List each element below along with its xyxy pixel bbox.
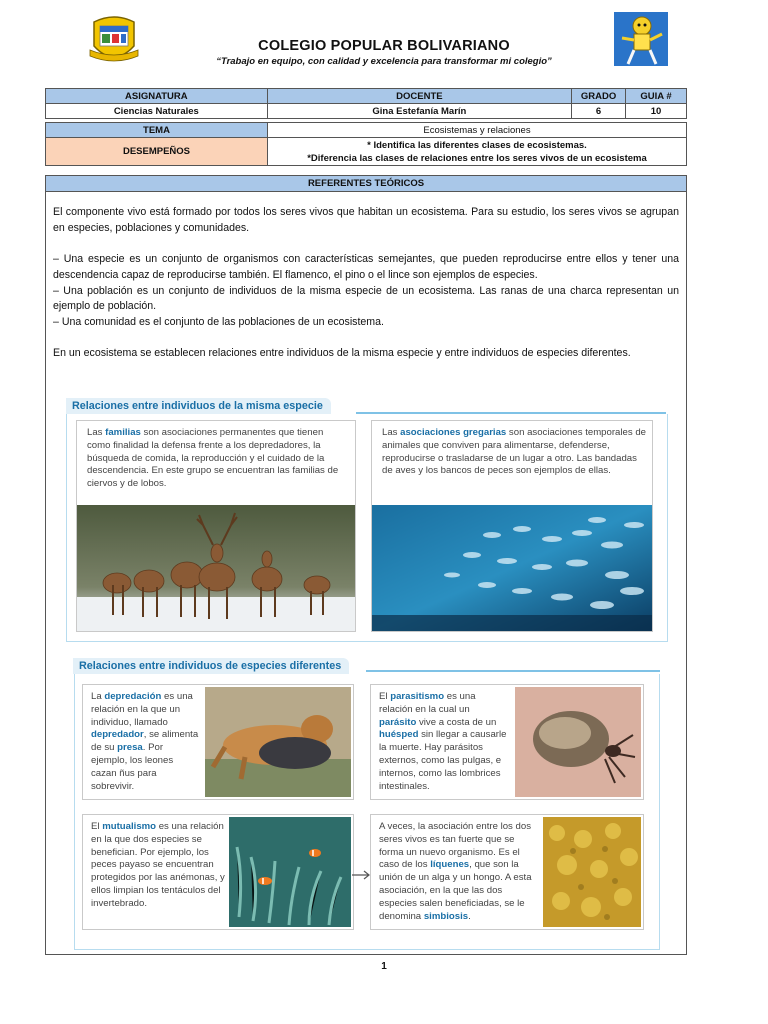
parasitism-text: El parasitismo es una relación en la cual un parásito vive a costa de un huésped sin llegar a causarle la muerte. Hay parásitos externos, como las pulgas, e internos, como las lombrices intestinales. bbox=[379, 691, 507, 792]
performance-label: DESEMPEÑOS bbox=[46, 138, 268, 166]
mutualism-text: El mutualismo es una relación en la que dos especies se benefician. Por ejemplo, los peces payaso se encuentran protegidos por las anémonas, y ellos limpian los tentáculos del invertebrado. bbox=[91, 821, 225, 909]
page-number: 1 bbox=[381, 961, 387, 972]
community-definition: – Una comunidad es el conjunto de las poblaciones de un ecosistema. bbox=[53, 316, 384, 329]
teacher-value: Gina Estefanía Marín bbox=[267, 104, 571, 119]
course-info-table bbox=[45, 88, 687, 119]
intro-paragraph: El componente vivo está formado por todos los seres vivos que habitan un ecosistema. Para su estudio, los seres vivos se agrupan en especies, poblaciones y comunidades. bbox=[53, 206, 679, 234]
different-species-section-title: Relaciones entre individuos de especies diferentes bbox=[73, 658, 349, 674]
gregarious-text: Las asociaciones gregarias son asociaciones temporales de animales que conviven para alimentarse, defenderse, reproducirse o trasladarse de un lugar a otro. Las bandadas de aves y los bancos de peces son ejemplos de ellas. bbox=[382, 427, 646, 477]
clownfish-anemone-photo bbox=[229, 817, 351, 927]
same-species-section-title: Relaciones entre individuos de la misma especie bbox=[66, 398, 331, 414]
families-text: Las familias son asociaciones permanentes que tienen como finalidad la defensa frente a los depredadores, la búsqueda de comida, la reproducción y el cuidado de la descendencia. En este grupo se encuentran las familias de ciervos y de lobos. bbox=[87, 427, 339, 490]
subject-header: ASIGNATURA bbox=[46, 89, 268, 104]
topic-value: Ecosistemas y relaciones bbox=[268, 123, 687, 138]
predation-card bbox=[82, 684, 354, 800]
subject-value: Ciencias Naturales bbox=[46, 104, 268, 119]
definitions-list bbox=[53, 252, 679, 331]
school-motto: “Trabajo en equipo, con calidad y excelencia para transformar mi colegio” bbox=[216, 56, 552, 67]
section-divider-2 bbox=[366, 670, 660, 672]
predation-text: La depredación es una relación en la que un individuo, llamado depredador, se alimenta de su presa. Por ejemplo, los leones cazan ñus para sobrevivir. bbox=[91, 691, 199, 792]
families-card bbox=[76, 420, 356, 632]
school-name: COLEGIO POPULAR BOLIVARIANO bbox=[258, 38, 510, 54]
guide-header: GUIA # bbox=[626, 89, 687, 104]
arrow-icon bbox=[352, 870, 372, 880]
species-definition: – Una especie es un conjunto de organismos con características semejantes, que pueden reproducirse entre ellos y tener una descendencia capaz de reproducirse también. El flamenco, el pino o el lince son ejemplos de especies. bbox=[53, 253, 679, 281]
topic-label: TEMA bbox=[46, 123, 268, 138]
symbiosis-card bbox=[370, 814, 644, 930]
theory-section bbox=[45, 175, 687, 955]
topic-table bbox=[45, 122, 687, 166]
tick-parasite-photo bbox=[515, 687, 641, 797]
performance-line-2: *Diferencia las clases de relaciones entre los seres vivos de un ecosistema bbox=[307, 152, 647, 164]
guide-value: 10 bbox=[626, 104, 687, 119]
mutualism-card bbox=[82, 814, 354, 930]
performance-line-1: * Identifica las diferentes clases de ecosistemas. bbox=[367, 139, 587, 151]
fish-school-photo bbox=[372, 505, 652, 631]
population-definition: – Una población es un conjunto de individuos de la misma especie de un ecosistema. Las ranas de una charca representan un ejemplo de población. bbox=[53, 284, 679, 313]
teacher-header: DOCENTE bbox=[267, 89, 571, 104]
lion-predation-photo bbox=[205, 687, 351, 797]
parasitism-card bbox=[370, 684, 644, 800]
lichen-photo bbox=[543, 817, 641, 927]
grade-value: 6 bbox=[572, 104, 626, 119]
grade-header: GRADO bbox=[572, 89, 626, 104]
relations-paragraph: En un ecosistema se establecen relaciones entre individuos de la misma especie y entre individuos de especies diferentes. bbox=[53, 347, 631, 359]
theory-heading: REFERENTES TEÓRICOS bbox=[46, 176, 686, 192]
deer-family-photo bbox=[77, 505, 355, 631]
ecological-relations-figure bbox=[66, 394, 668, 950]
symbiosis-text: A veces, la asociación entre los dos seres vivos es tan fuerte que se forma un nuevo organismo. Es el caso de los líquenes, que son la unión de un alga y un hongo. A esta asociación, en la que las dos especies salen beneficiadas, se le denomina simbiosis. bbox=[379, 821, 532, 922]
gregarious-card bbox=[371, 420, 653, 632]
